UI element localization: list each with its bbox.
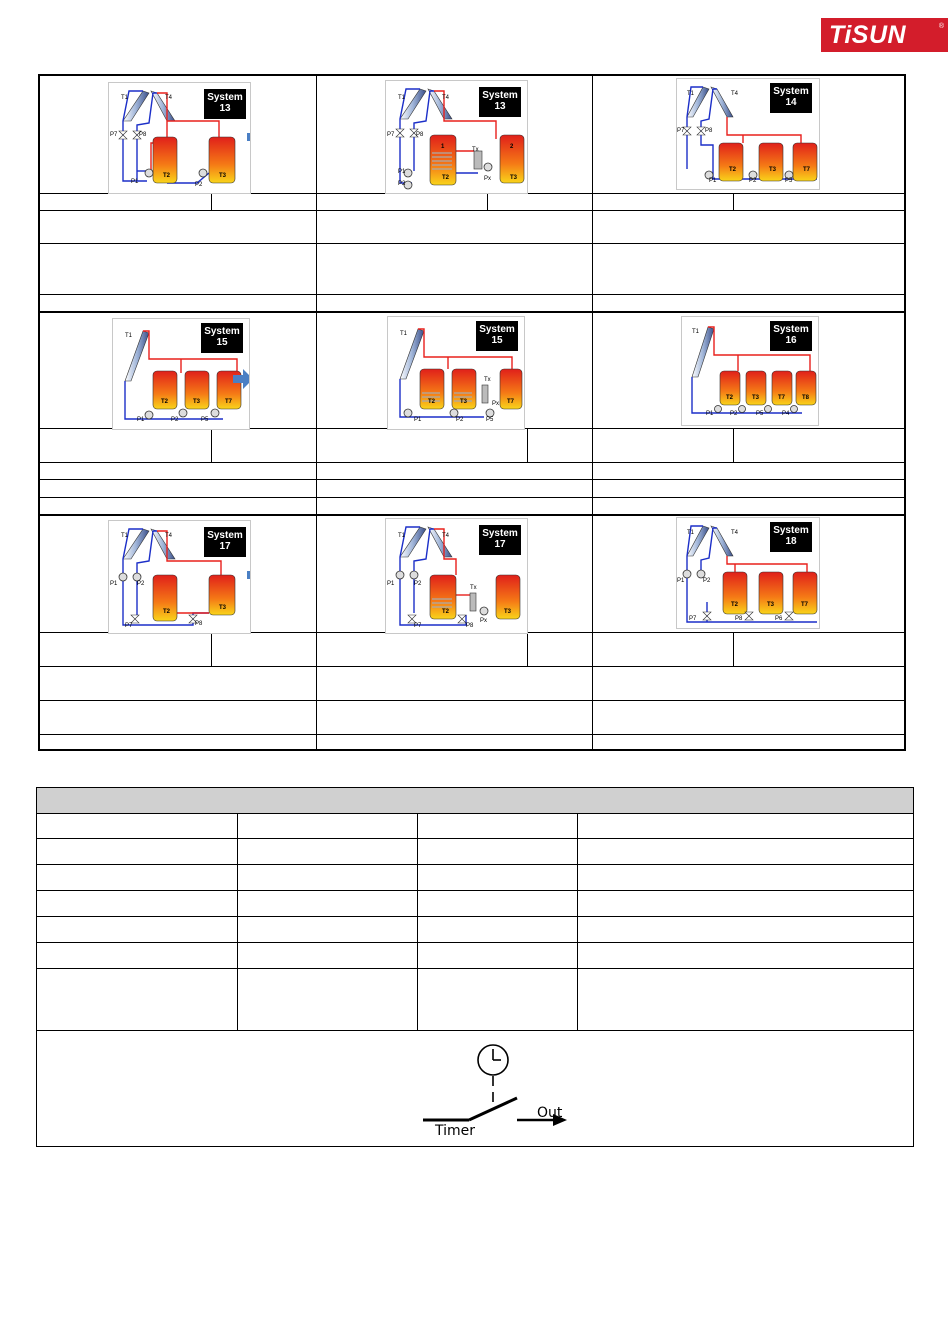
table-row	[37, 865, 913, 891]
tank-label: T2	[163, 609, 171, 615]
system-badge	[204, 89, 246, 119]
tank-label: T2	[442, 609, 450, 615]
sensor-label: T1	[398, 533, 406, 539]
sensor-label: T1	[687, 530, 695, 536]
system-badge-word: System	[207, 92, 243, 103]
valve-label: P7	[677, 128, 685, 134]
system-badge-number: 13	[494, 101, 506, 112]
sensor-label: T1	[121, 95, 129, 101]
system-badge-number: 17	[494, 539, 506, 550]
valve-label: P8	[466, 623, 474, 629]
grid-line	[733, 193, 734, 210]
grid-line	[40, 734, 904, 735]
tank-label: T2	[442, 175, 450, 181]
tank-label: T7	[803, 167, 811, 173]
tank-label: T8	[802, 395, 810, 401]
pump-label: P5	[486, 417, 494, 423]
valve-label: P7	[110, 132, 118, 138]
valve-label: P8	[705, 128, 713, 134]
system-badge-number: 15	[491, 335, 503, 346]
grid-line	[40, 243, 904, 244]
tank-label: T2	[163, 173, 171, 179]
tank-label: T3	[769, 167, 777, 173]
sensor-label: T4	[165, 95, 173, 101]
tank-label: T2	[726, 395, 734, 401]
system-badge-word: System	[773, 525, 809, 536]
pump-label: P2	[749, 178, 757, 184]
system-badge	[479, 87, 521, 117]
pump-label: P2	[195, 182, 203, 188]
exchanger-label: Tx	[484, 377, 491, 383]
timer-illustration	[37, 1032, 913, 1146]
pump-label: Px	[492, 401, 500, 407]
tank-label: T3	[460, 399, 468, 405]
table-row	[37, 839, 913, 865]
grid-line	[40, 514, 904, 516]
pump-label: P1	[110, 581, 118, 587]
grid-line	[40, 479, 904, 480]
system-13-heat-exchanger-diagram	[385, 80, 528, 194]
system-badge	[770, 321, 812, 351]
system-badge	[476, 321, 518, 351]
valve-label: P6	[775, 616, 783, 622]
system-14-diagram	[676, 78, 820, 190]
grid-line	[40, 497, 904, 498]
grid-line	[40, 462, 904, 463]
grid-line	[487, 193, 488, 210]
tank-label: T3	[219, 173, 227, 179]
pump-label: P2	[414, 581, 422, 587]
tank-label: 2	[510, 144, 514, 150]
table-column-divider	[417, 813, 418, 1031]
pump-label: P1	[677, 578, 685, 584]
valve-label: P7	[387, 132, 395, 138]
system-badge-word: System	[773, 324, 809, 335]
system-15-diagram	[112, 318, 250, 430]
table-column-divider	[237, 813, 238, 1031]
exchanger-label: Tx	[470, 585, 477, 591]
sensor-label: T1	[121, 533, 129, 539]
system-badge-number: 13	[219, 103, 231, 114]
pump-label: P2	[398, 181, 406, 187]
system-badge	[770, 522, 812, 552]
system-badge-number: 16	[785, 335, 797, 346]
system-badge-word: System	[482, 90, 518, 101]
tank-label: T7	[225, 399, 233, 405]
sensor-label: T4	[731, 91, 739, 97]
sensor-label: T1	[692, 329, 700, 335]
system-badge-word: System	[482, 528, 518, 539]
pump-label: P1	[398, 169, 406, 175]
logo-text: TiSUN	[829, 21, 907, 49]
grid-line	[733, 428, 734, 462]
out-label: Out	[537, 1105, 563, 1121]
function-table-header	[37, 788, 913, 814]
system-badge-word: System	[479, 324, 515, 335]
table-row	[37, 969, 913, 1031]
tank-label: T2	[161, 399, 169, 405]
tank-label: T3	[504, 609, 512, 615]
tank-label: T3	[767, 602, 775, 608]
valve-label: P7	[414, 623, 422, 629]
pump-label: P2	[730, 411, 738, 417]
pump-label: P5	[201, 417, 209, 423]
grid-divider	[592, 76, 593, 749]
system-badge-number: 17	[219, 541, 231, 552]
system-badge-word: System	[204, 326, 240, 337]
pump-label: P2	[703, 578, 711, 584]
timer-label: Timer	[435, 1123, 476, 1139]
system-badge-word: System	[773, 86, 809, 97]
system-badge	[204, 527, 246, 557]
tank-label: T3	[219, 605, 227, 611]
system-18-diagram	[676, 517, 820, 629]
pump-label: P1	[387, 581, 395, 587]
pump-label: Px	[480, 618, 488, 624]
valve-label: P7	[125, 623, 133, 629]
tank-label: T7	[778, 395, 786, 401]
system-badge-number: 18	[785, 536, 797, 547]
pump-label: P1	[709, 178, 717, 184]
table-row	[37, 917, 913, 943]
tank-label: T3	[510, 175, 518, 181]
grid-divider	[316, 76, 317, 749]
pump-label: P1	[137, 417, 145, 423]
valve-label: P8	[416, 132, 424, 138]
table-row	[37, 891, 913, 917]
system-16-diagram	[681, 316, 819, 426]
valve-label: P7	[689, 616, 697, 622]
exchanger-label: Tx	[472, 147, 479, 153]
grid-line	[40, 210, 904, 211]
system-badge-number: 14	[785, 97, 797, 108]
sensor-label: T1	[125, 333, 133, 339]
pump-label: P2	[137, 581, 145, 587]
sensor-label: T1	[398, 95, 406, 101]
table-row	[37, 943, 913, 969]
grid-line	[211, 428, 212, 462]
logo-registered-mark: ®	[938, 23, 944, 30]
table-row	[37, 813, 913, 839]
sensor-label: T4	[442, 95, 450, 101]
system-grid	[38, 74, 906, 751]
pump-label: P4	[782, 411, 790, 417]
system-badge	[770, 83, 812, 113]
sensor-label: T4	[165, 533, 173, 539]
grid-line	[40, 311, 904, 313]
sensor-label: T1	[400, 331, 408, 337]
pump-label: P1	[131, 179, 139, 185]
system-17-diagram	[108, 520, 251, 634]
grid-line	[527, 428, 528, 462]
tank-label: T3	[752, 395, 760, 401]
tank-label: T2	[428, 399, 436, 405]
sensor-label: T4	[442, 533, 450, 539]
system-17-heat-exchanger-diagram	[385, 518, 528, 634]
tank-label: T7	[507, 399, 515, 405]
tank-label: T7	[801, 602, 809, 608]
sensor-label: T1	[687, 91, 695, 97]
sensor-label: T4	[731, 530, 739, 536]
tank-label: T2	[731, 602, 739, 608]
pump-label: P2	[456, 417, 464, 423]
grid-line	[211, 193, 212, 210]
grid-line	[733, 632, 734, 666]
pump-label: P1	[414, 417, 422, 423]
grid-line	[40, 666, 904, 667]
tisun-logo	[821, 18, 948, 52]
system-badge-word: System	[207, 530, 243, 541]
pump-label: P5	[785, 178, 793, 184]
system-badge	[201, 323, 243, 353]
system-badge-number: 15	[216, 337, 228, 348]
tank-label: T2	[729, 167, 737, 173]
function-table	[36, 787, 914, 1147]
pump-label: P1	[706, 411, 714, 417]
pump-label: Px	[484, 176, 492, 182]
system-badge	[479, 525, 521, 555]
pump-label: P2	[171, 417, 179, 423]
grid-line	[527, 632, 528, 666]
valve-label: P8	[139, 132, 147, 138]
grid-line	[40, 700, 904, 701]
valve-label: P8	[735, 616, 743, 622]
system-13-diagram	[108, 82, 251, 194]
valve-label: P8	[195, 621, 203, 627]
table-column-divider	[577, 813, 578, 1031]
system-15-heat-exchanger-diagram	[387, 316, 525, 430]
tank-label: T3	[193, 399, 201, 405]
grid-line	[211, 632, 212, 666]
pump-label: P5	[756, 411, 764, 417]
tank-label: 1	[441, 144, 445, 150]
grid-line	[40, 294, 904, 295]
